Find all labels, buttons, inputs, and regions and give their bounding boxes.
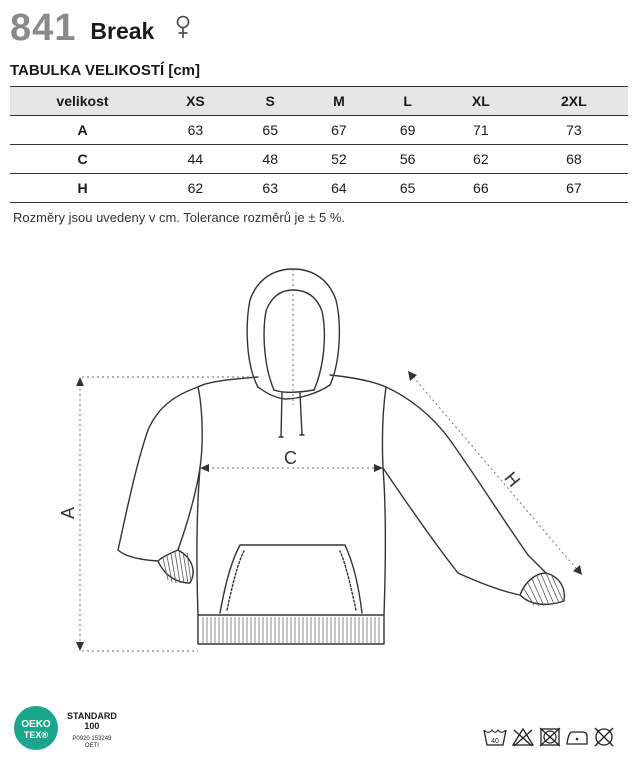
label-h: H [500,467,525,491]
table-cell: 56 [373,145,442,174]
header-cell: XS [155,87,236,116]
table-cell: 65 [236,116,305,145]
table-cell: 62 [442,145,520,174]
svg-text:OEKO: OEKO [21,719,51,730]
body-right-side [383,468,385,615]
table-cell: 69 [373,116,442,145]
size-table [10,86,628,203]
table-cell: 68 [520,145,628,174]
table-cell: 71 [442,116,520,145]
arrow-h-bottom [573,565,582,575]
arrow-h-top [408,371,417,381]
arrow-c-right [374,464,383,472]
standard-label: STANDARD [67,711,117,721]
table-cell: 67 [305,116,374,145]
left-sleeve-inner [178,387,202,550]
svg-text:40: 40 [491,738,499,745]
oeko-standard-block [67,711,117,750]
row-label: A [10,116,155,145]
body-left-side [197,468,200,615]
table-row [10,145,628,174]
table-cell: 63 [155,116,236,145]
size-table-header-row [10,87,628,116]
table-cell: 62 [155,174,236,203]
table-cell: 63 [236,174,305,203]
header-cell: XL [442,87,520,116]
arrow-a-bottom [76,642,84,651]
oeko-tex-logo [13,705,59,751]
table-cell: 73 [520,116,628,145]
svg-text:TEX®: TEX® [23,730,49,740]
label-a: A [58,506,78,519]
right-sleeve-inner [382,387,520,595]
row-label: C [10,145,155,174]
product-name: Break [90,18,155,44]
product-header [10,4,190,48]
certificate-number: P0920 153249 [72,736,112,742]
table-cell: 52 [305,145,374,174]
header-cell: S [236,87,305,116]
arrow-a-top [76,377,84,386]
size-table-title: TABULKA VELIKOSTÍ [cm] [10,62,200,79]
product-code: 841 [10,7,77,49]
tolerance-note: Rozměry jsou uvedeny v cm. Tolerance rozměrů je ± 5 %. [13,210,346,225]
drawstring-right [300,393,304,435]
header-cell: L [373,87,442,116]
header-cell: velikost [10,87,155,116]
table-row [10,116,628,145]
row-label: H [10,174,155,203]
table-cell: 66 [442,174,520,203]
standard-number: 100 [84,721,100,731]
arrow-c-left [200,464,209,472]
table-cell: 65 [373,174,442,203]
hoodie-diagram [0,255,638,665]
header-cell: M [305,87,374,116]
left-sleeve-outer [118,377,258,550]
table-cell: 67 [520,174,628,203]
no-tumble-dry-icon [539,727,561,747]
female-icon [176,15,190,44]
care-symbols [483,727,615,747]
hood-opening [264,290,324,390]
table-cell: 64 [305,174,374,203]
no-bleach-icon [511,727,535,747]
wash-40-icon [483,727,507,747]
table-cell: 44 [155,145,236,174]
certification-institute: OETI [84,743,99,749]
right-sleeve-outer [330,375,528,555]
table-cell: 48 [236,145,305,174]
no-dry-clean-icon [593,727,615,747]
iron-low-icon [565,727,589,747]
table-row [10,174,628,203]
drawstring-left [279,393,283,437]
header-cell: 2XL [520,87,628,116]
label-c: C [284,448,297,468]
